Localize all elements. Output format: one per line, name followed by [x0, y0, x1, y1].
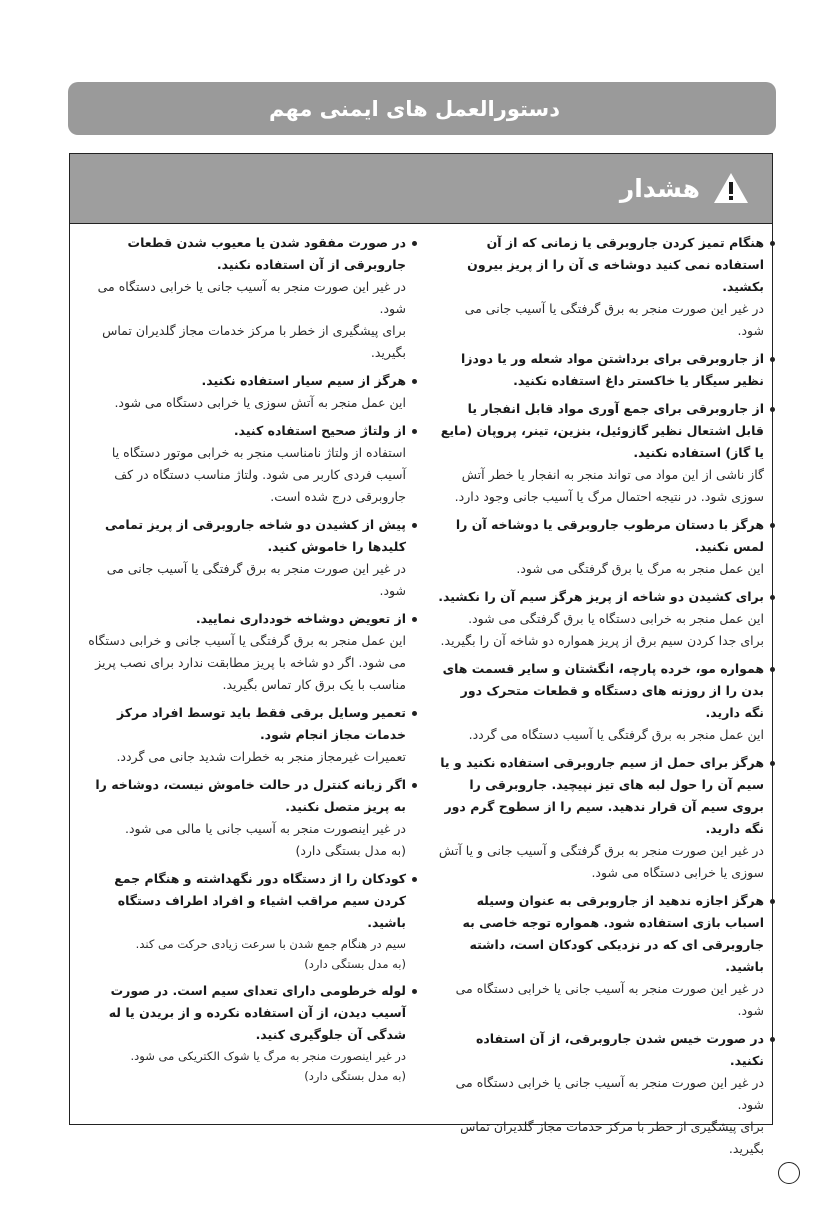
- warning-item-heading: از جاروبرقی برای جمع آوری مواد قابل انفجار یا قابل اشتعال نظیر گازوئیل، بنزین، تینر، پروپان (مایع یا گاز) استفاده نکنید.: [438, 398, 764, 464]
- page-number-circle: [778, 1162, 800, 1184]
- warning-item: [82, 868, 406, 974]
- warning-item-detail: در غیر اینصورت منجر به آسیب جانی یا مالی می شود.: [124, 821, 406, 836]
- warning-item-detail: برای پیشگیری از خطر با مرکز خدمات مجاز گلدیران تماس بگیرید.: [460, 1119, 764, 1156]
- warning-item: [438, 514, 764, 580]
- warning-item: [438, 658, 764, 746]
- warning-item-detail: در غیر این صورت منجر به آسیب جانی یا خرابی دستگاه می شود.: [455, 1075, 764, 1112]
- warning-item-heading: همواره مو، خرده پارچه، انگشتان و سایر قسمت های بدن را از روزنه های دستگاه و قطعات متحرک دور نگه دارید.: [438, 658, 764, 724]
- warning-item: [438, 232, 764, 342]
- warning-item-detail: (به مدل بستگی دارد): [304, 1069, 406, 1083]
- warning-item: [82, 370, 406, 414]
- warning-item: [82, 980, 406, 1086]
- warning-item-heading: از جاروبرقی برای برداشتن مواد شعله ور یا دودزا نظیر سیگار یا خاکستر داغ استفاده نکنید.: [438, 348, 764, 392]
- warning-item-heading: برای کشیدن دو شاخه از پریز هرگز سیم آن را نکشید.: [438, 586, 764, 608]
- warning-item-detail: این عمل منجر به برق گرفتگی یا آسیب جانی و خرابی دستگاه می شود. اگر دو شاخه با پریز مطابقت ندارد برای نصب پریز مناسب با یک برق کار تماس بگیرید.: [88, 633, 406, 692]
- warning-item: [438, 890, 764, 1022]
- warning-item: [438, 348, 764, 392]
- warning-item-detail: این عمل منجر به خرابی دستگاه یا برق گرفتگی می شود.: [468, 611, 764, 626]
- warning-item-detail: (به مدل بستگی دارد): [295, 843, 406, 858]
- warning-item-heading: هرگز با دستان مرطوب جاروبرقی یا دوشاخه آن را لمس نکنید.: [438, 514, 764, 558]
- warning-item: [82, 608, 406, 696]
- warning-item-detail: برای جدا کردن سیم برق از پریز همواره دو شاخه آن را بگیرید.: [440, 633, 764, 648]
- warning-item-detail: این عمل منجر به مرگ یا برق گرفتگی می شود.: [516, 561, 764, 576]
- warning-header: [70, 154, 772, 224]
- warning-item-heading: تعمیر وسایل برقی فقط باید توسط افراد مرکز خدمات مجاز انجام شود.: [82, 702, 406, 746]
- left-column: [82, 232, 406, 1092]
- warning-item: [82, 420, 406, 508]
- warning-item-heading: هرگز از سیم سیار استفاده نکنید.: [82, 370, 406, 392]
- warning-item-detail: این عمل منجر به آتش سوزی یا خرابی دستگاه می شود.: [114, 395, 406, 410]
- warning-item: [438, 398, 764, 508]
- warning-item-heading: در صورت مفقود شدن یا معیوب شدن قطعات جاروبرقی از آن استفاده نکنید.: [82, 232, 406, 276]
- warning-item-detail: در غیر این صورت منجر به آسیب جانی یا خرابی دستگاه می شود.: [97, 279, 406, 316]
- warning-item-detail: در غیر این صورت منجر به آسیب جانی یا خرابی دستگاه می شود.: [455, 981, 764, 1018]
- warning-item-heading: کودکان را از دستگاه دور نگهداشته و هنگام جمع کردن سیم مراقب اشیاء و افراد اطراف دستگاه باشید.: [82, 868, 406, 934]
- right-column: [438, 232, 764, 1166]
- warning-item: [82, 232, 406, 364]
- warning-item-detail: برای پیشگیری از خطر با مرکز خدمات مجاز گلدیران تماس بگیرید.: [102, 323, 406, 360]
- warning-item-detail: گاز ناشی از این مواد می تواند منجر به انفجار یا خطر آتش سوزی شود. در نتیجه احتمال مرگ یا آسیب جانی وجود دارد.: [454, 467, 764, 504]
- warning-item-detail: این عمل منجر به برق گرفتگی یا آسیب دستگاه می گردد.: [468, 727, 764, 742]
- warning-item-detail: (به مدل بستگی دارد): [304, 957, 406, 971]
- warning-item-heading: در صورت خیس شدن جاروبرقی، از آن استفاده نکنید.: [438, 1028, 764, 1072]
- warning-item: [82, 774, 406, 862]
- warning-item-detail: در غیر این صورت منجر به برق گرفتگی یا آسیب جانی می شود.: [464, 301, 764, 338]
- warning-item-detail: در غیر اینصورت منجر به مرگ یا شوک الکتریکی می شود.: [130, 1049, 406, 1063]
- warning-box: [69, 153, 773, 1156]
- warning-item: [438, 1028, 764, 1160]
- page-title: دستورالعمل های ایمنی مهم: [269, 96, 560, 121]
- warning-item-heading: از ولتاژ صحیح استفاده کنید.: [82, 420, 406, 442]
- warning-item-detail: در غیر این صورت منجر به برق گرفتگی یا آسیب جانی می شود.: [106, 561, 406, 598]
- warning-item: [438, 752, 764, 884]
- warning-item-heading: هنگام تمیز کردن جاروبرقی یا زمانی که از آن استفاده نمی کنید دوشاخه ی آن را از پریز بیرون بکشید.: [438, 232, 764, 298]
- warning-item: [82, 514, 406, 602]
- warning-item-detail: تعمیرات غیرمجاز منجر به خطرات شدید جانی می گردد.: [116, 749, 406, 764]
- warning-item-detail: استفاده از ولتاژ نامناسب منجر به خرابی موتور دستگاه یا آسیب فردی کاربر می شود. ولتاژ مناسب دستگاه در کف جاروبرقی درج شده است.: [111, 445, 406, 504]
- warning-title: هشدار: [619, 173, 700, 203]
- warning-item-heading: لوله خرطومی دارای تعدای سیم است. در صورت آسیب دیدن، از آن استفاده نکرده و از بریدن یا له شدگی آن جلوگیری کنید.: [82, 980, 406, 1046]
- page-title-banner: [68, 82, 776, 135]
- warning-item-heading: اگر زبانه کنترل در حالت خاموش نیست، دوشاخه را به پریز متصل نکنید.: [82, 774, 406, 818]
- warning-item: [82, 702, 406, 768]
- warning-item-heading: از تعویض دوشاخه خودداری نمایید.: [82, 608, 406, 630]
- warning-item-detail: سیم در هنگام جمع شدن با سرعت زیادی حرکت می کند.: [135, 937, 406, 951]
- warning-item-detail: در غیر این صورت منجر به برق گرفتگی و آسیب جانی و یا آتش سوزی یا خرابی دستگاه می شود.: [438, 843, 764, 880]
- warning-item-heading: پیش از کشیدن دو شاخه جاروبرقی از پریز تمامی کلیدها را خاموش کنید.: [82, 514, 406, 558]
- warning-triangle-icon: [712, 171, 750, 205]
- warning-item: [438, 586, 764, 652]
- warning-title-group: [620, 169, 750, 207]
- warning-item-heading: هرگز برای حمل از سیم جاروبرقی استفاده نکنید و یا سیم آن را حول لبه های تیز نپیچید. جاروبرقی را بروی سیم آن قرار ندهید. سیم را از سطوح گرم دور نگه دارید.: [438, 752, 764, 840]
- warning-item-heading: هرگز اجازه ندهید از جاروبرقی به عنوان وسیله اسباب بازی استفاده شود. همواره توجه خاصی به جاروبرقی ای که در نزدیکی کودکان است، داشته باشید.: [438, 890, 764, 978]
